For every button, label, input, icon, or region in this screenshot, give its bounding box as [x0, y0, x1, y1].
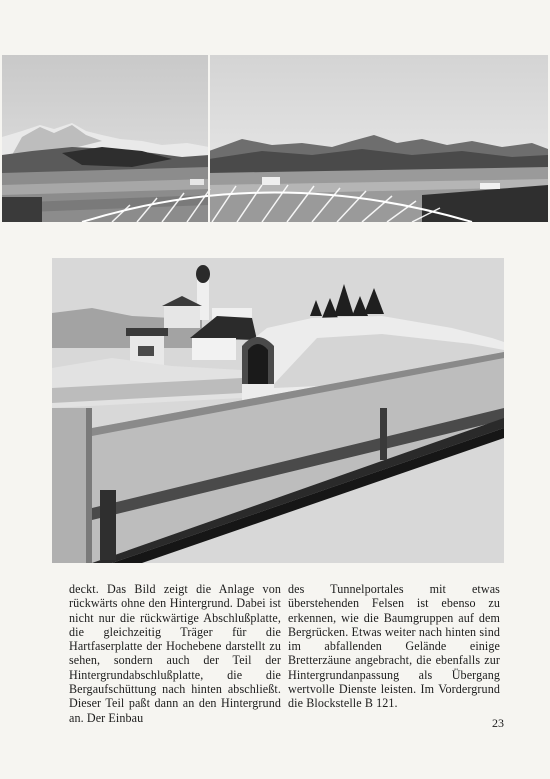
- page-number: 23: [492, 716, 504, 730]
- paragraph-left: deckt. Das Bild zeigt die Anlage von rückwärts ohne den Hintergrund. Dabei ist nicht nur die rückwärtige Abschlußplatte, die gleichzeitig Träger für die Hartfaserplatte der Hochebene darstellt zu sehen, sondern auch der Teil der Hintergrundabschlußplatte, die die Bergaufschüttung nach hinten abschließt. Dieser Teil paßt dann an den Hintergrund an. Der Einbau: [69, 582, 281, 725]
- model-layout-photo: [52, 258, 504, 563]
- panorama-photo: [2, 55, 548, 222]
- paragraph-right: des Tunnelportales mit etwas überstehenden Felsen ist ebenso zu erkennen, wie die Baumgruppen auf dem Bergrücken. Etwas weiter nach hinten sind im abfallenden Gelände einige Bretterzäune angebracht, die ebenfalls zur Hintergrundanpassung als Übergang wertvolle Dienste leisten. Im Vordergrund die Blockstelle B 121.: [288, 582, 500, 711]
- panorama-illustration: [2, 55, 548, 222]
- text-column-left: [69, 582, 281, 725]
- text-column-right: [288, 582, 500, 711]
- model-layout-illustration: [52, 258, 504, 563]
